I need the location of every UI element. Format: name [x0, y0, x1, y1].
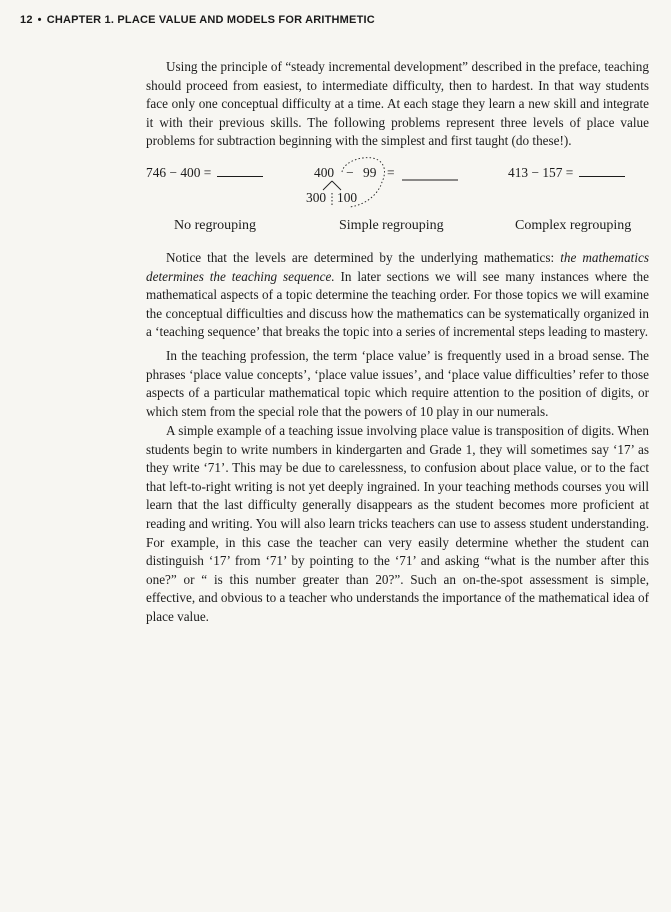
example-no-regrouping	[146, 164, 263, 181]
paragraph-levels-italic: the mathematics determines the teaching sequence.	[146, 250, 649, 284]
minuend-400: 400	[314, 165, 335, 180]
caption-complex-regrouping: Complex regrouping	[515, 218, 632, 233]
split-part-300: 300	[306, 190, 327, 205]
paragraph-levels-text-end: In later sections we will see many instances where the mathematical aspects of a topic determine the teaching order. For those topics we will examine the conceptual difficulties and discuss how the mathematics can be systematically organized in a ‘teaching sequence’ that breaks the topic into a series of incremental steps leading to mastery.	[146, 268, 649, 340]
equals-sign: =	[387, 165, 395, 180]
paragraph-levels-text-start: Notice that the levels are determined by the underlying mathematics:	[166, 250, 561, 265]
minus-sign: −	[346, 165, 354, 180]
paragraph-incremental-development: Using the principle of “steady incremental development” described in the preface, teaching should proceed from easiest, to intermediate difficulty, then to hardest. In that way students face only one conceptual difficulty at a time. At each stage they learn a new skill and integrate it with their previous skills. The following problems represent three levels of place value problems for subtraction beginning with the simplest and first taught (do these!).	[146, 59, 649, 149]
example-simple-regrouping	[306, 160, 466, 216]
chapter-title: CHAPTER 1. PLACE VALUE AND MODELS FOR ARITHMETIC	[46, 14, 375, 26]
split-line-right	[332, 181, 341, 190]
paragraph-transposition-example: A simple example of a teaching issue involving place value is transposition of digits. When students begin to write numbers in kindergarten and Grade 1, they will sometimes say ‘17’ as they write ‘71’. This may be due to carelessness, to confusion about place value, or to the fact that left-to-right writing is not yet deeply ingrained. In your teaching methods courses you will learn that the last difficulty generally disappears as the student becomes more proficient at reading and writing. You will also learn tricks teachers can use to assess student understanding. For example, in this case the teacher can very easily determine whether the student can distinguish ‘17’ from ‘71’ by pointing to the ‘71’ and asking “what is the number after this one?” or “ is this number greater than 20?”. Such an on-the-spot assessment is simple, effective, and obvious to a teacher who understands the importance of the mathematical idea of place value.	[146, 423, 649, 624]
header-bullet: •	[37, 14, 42, 26]
subtrahend-99: 99	[363, 165, 377, 180]
paragraph-place-value-term: In the teaching profession, the term ‘place value’ is frequently used in a broad sense. The phrases ‘place value concepts’, ‘place value issues’, and ‘place value difficulties’ refer to those aspects of a particular mathematical topic which require attention to the position of digits, or which stem from the special role that the powers of 10 play in our numerals.	[146, 348, 649, 419]
split-part-100: 100	[337, 190, 358, 205]
running-head	[20, 14, 375, 26]
caption-no-regrouping: No regrouping	[174, 218, 257, 233]
example-complex-regrouping	[508, 164, 625, 181]
answer-blank	[217, 164, 263, 177]
caption-simple-regrouping: Simple regrouping	[339, 218, 444, 233]
expression-no-regrouping: 746 − 400 =	[146, 165, 212, 180]
answer-blank	[579, 164, 625, 177]
split-line-left	[323, 181, 332, 190]
expression-complex-regrouping: 413 − 157 =	[508, 165, 574, 180]
page-number: 12	[20, 14, 33, 26]
paragraph-levels-determined	[146, 249, 649, 342]
subtraction-examples	[146, 160, 649, 240]
